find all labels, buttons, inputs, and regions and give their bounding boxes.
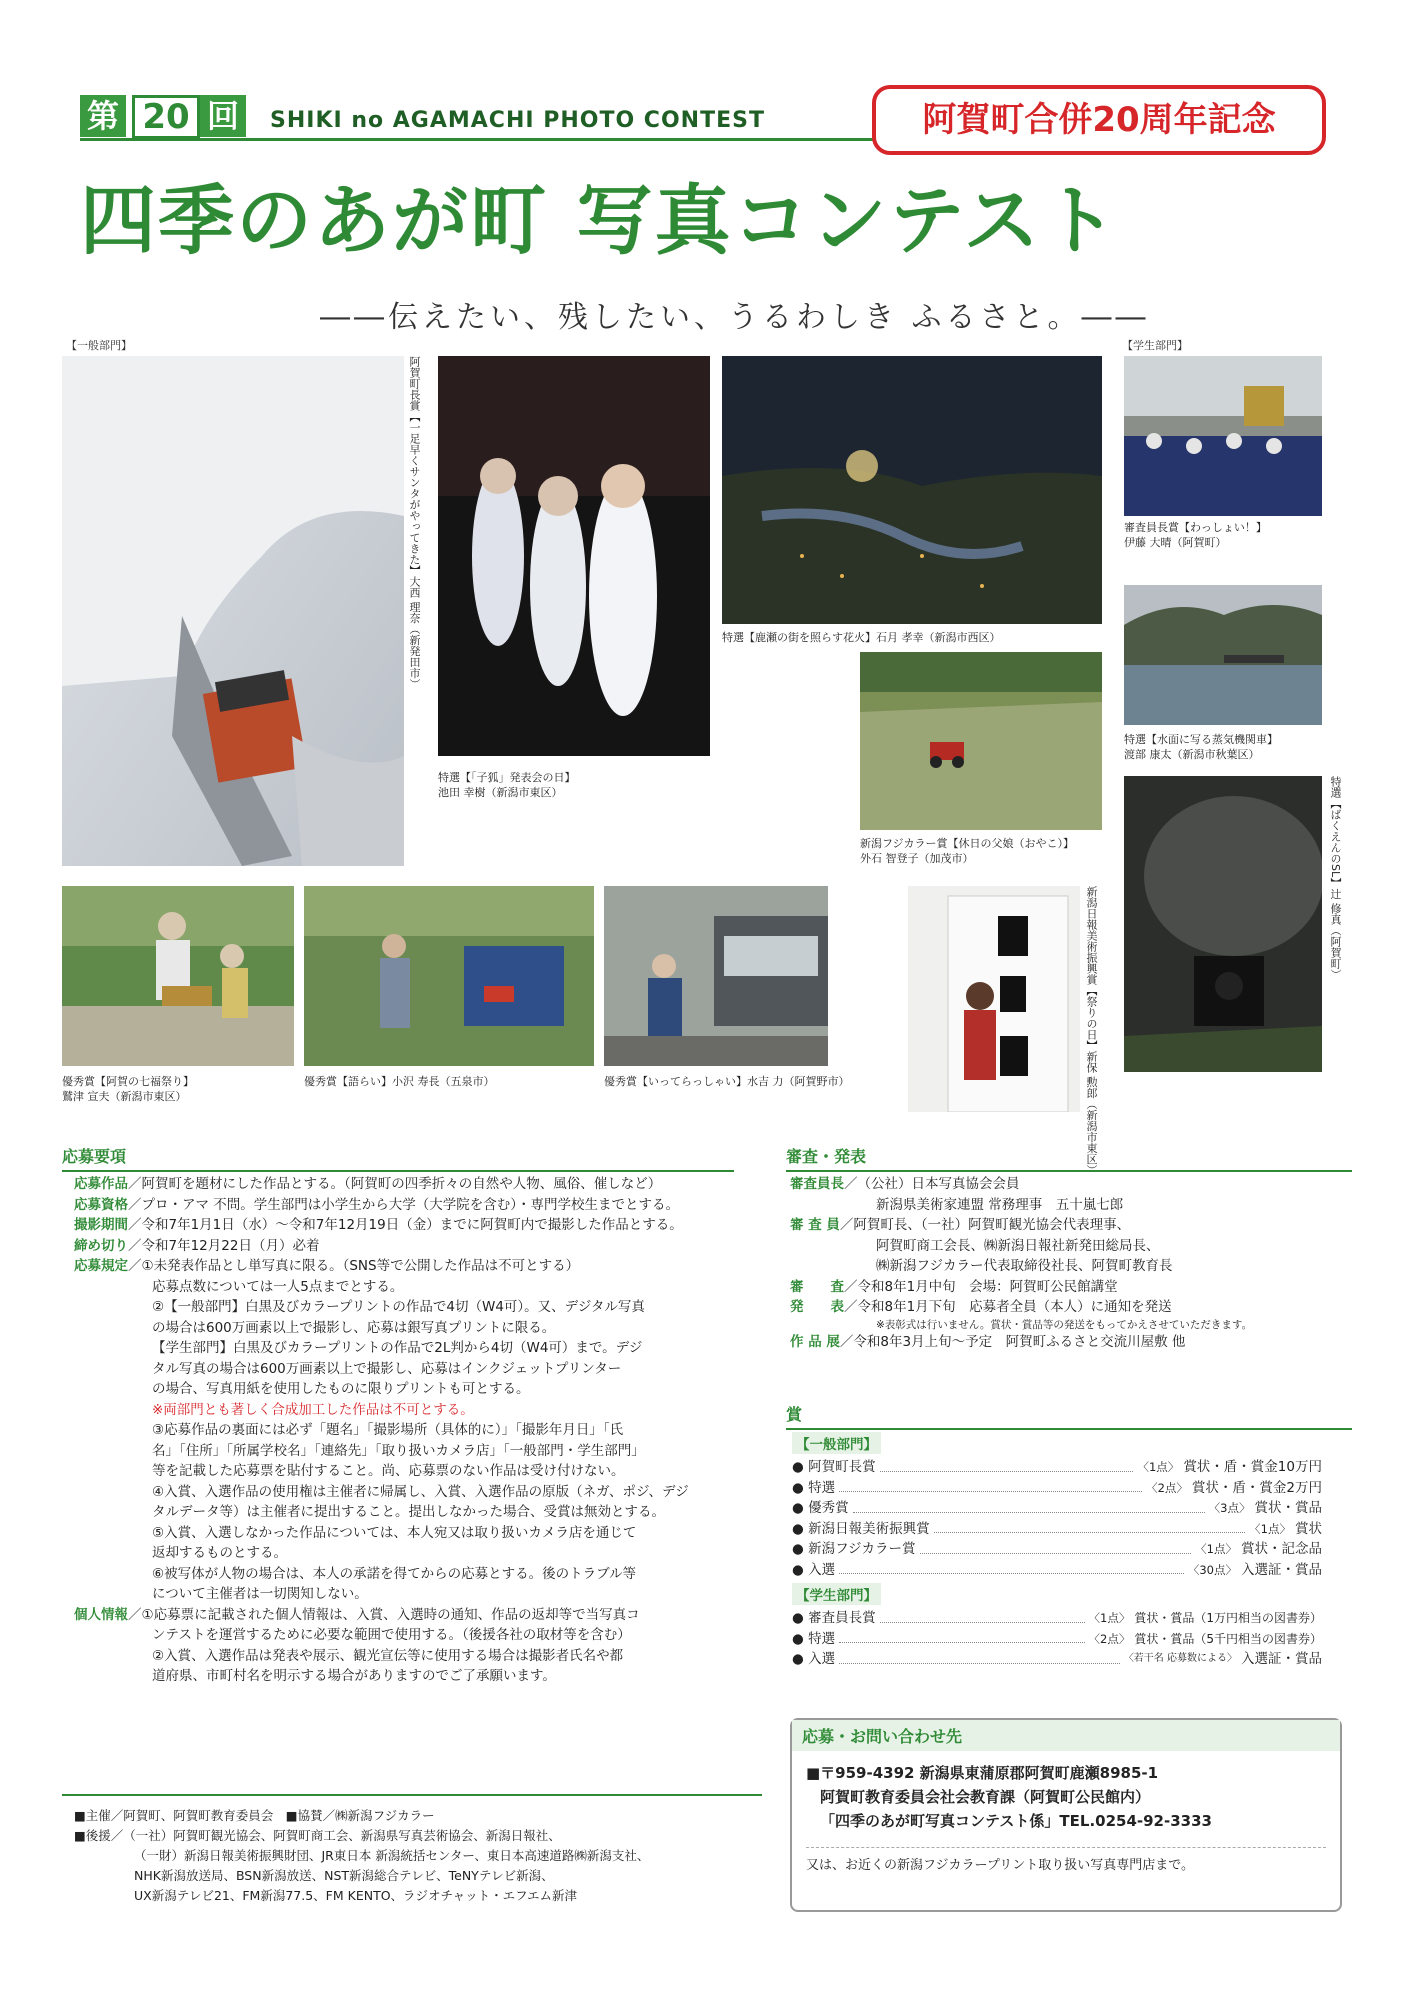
privacy-line: 道府県、市町村名を明示する場合がありますのでご了承願います。 (152, 1668, 556, 1684)
application-row (74, 1215, 774, 1236)
photo-steam-reflection (1124, 585, 1322, 725)
row-key: 審 査 員 (790, 1217, 840, 1233)
rule-line: 等を記載した応募票を貼付すること。尚、応募票のない作品は受け付けない。 (152, 1463, 625, 1479)
row-text: ／令和7年1月1日（水）〜令和7年12月19日（金）までに阿賀町内で撮影した作品とする。 (128, 1217, 683, 1233)
rule-line: タル写真の場合は600万画素以上で撮影し、応募はインクジェットプリンター (152, 1360, 622, 1377)
caption-fox-kids (438, 770, 576, 800)
prize-qty: 〈若干名 応募数による〉 (1123, 1653, 1237, 1664)
row-key: 審 査 (790, 1278, 844, 1295)
privacy-block (74, 1625, 774, 1687)
caption-author: 渡部 康太（新潟市秋葉区） (1124, 748, 1260, 761)
caption-conversation: 優秀賞【語らい】小沢 寿長（五泉市） (304, 1075, 495, 1088)
privacy-line: ンテストを運営するために必要な範囲で使用する。（後援各社の取材等を含む） (152, 1627, 631, 1643)
footer-sponsors (74, 1806, 774, 1906)
edition-badge (80, 95, 256, 137)
row-key: 応募資格 (74, 1196, 128, 1213)
tagline: ――伝えたい、残したい、うるわしき ふるさと。―― (320, 300, 1150, 335)
footer-line: ■後援／（一社）阿賀町観光協会、阿賀町商工会、新潟県写真芸術協会、新潟日報社、 (74, 1828, 561, 1843)
prize-row (792, 1539, 1322, 1560)
prize-value: 賞状・盾・賞金2万円 (1191, 1479, 1322, 1496)
edition-suffix: 回 (200, 95, 246, 137)
row-key: 締め切り (74, 1237, 128, 1254)
footer-line: ■主催／阿賀町、阿賀町教育委員会 ■協賛／㈱新潟フジカラー (74, 1808, 435, 1823)
prize-qty: 〈2点〉 (1146, 1480, 1188, 1495)
prize-qty: 〈30点〉 (1187, 1562, 1237, 1577)
rule-line: タルデータ等）は主催者に提出すること。提出しなかった場合、受賞は無効とする。 (152, 1504, 665, 1520)
row-text: ／令和8年1月下旬 応募者全員（本人）に通知を発送 (844, 1299, 1172, 1315)
row-key: 撮影期間 (74, 1217, 128, 1233)
prize-name: ● 阿賀町長賞 (792, 1459, 876, 1475)
application-row (74, 1256, 774, 1277)
rule-line: ②【一般部門】白黒及びカラープリントの作品で4切（W4可）。又、デジタル写真 (152, 1299, 645, 1315)
row-key: 作 品 展 (790, 1333, 840, 1350)
caption-author: 鷲津 宣夫（新潟市東区） (62, 1090, 187, 1103)
caption-title: 審査員長賞【わっしょい！】 (1124, 521, 1267, 534)
prize-row (792, 1608, 1322, 1629)
judging-row (790, 1297, 1350, 1318)
privacy-row (74, 1605, 774, 1626)
prize-group-general: 【一般部門】 (792, 1432, 881, 1454)
row-text: ※表彰式は行いません。賞状・賞品等の発送をもってかえさせていただきます。 (876, 1318, 1253, 1331)
caption-title: 特選【「子狐」発表会の日】 (438, 771, 576, 784)
rule-line: 応募点数については一人5点までとする。 (152, 1278, 404, 1295)
rule-line: ⑤入賞、入選しなかった作品については、本人宛又は取り扱いカメラ店を通じて (152, 1524, 637, 1541)
photo-dark-sl (1124, 776, 1322, 1072)
row-text: ／阿賀町を題材にした作品とする。（阿賀町の四季折々の自然や人物、風俗、催しなど） (128, 1176, 662, 1192)
privacy-line: ②入賞、入選作品は発表や展示、観光宣伝等に使用する場合は撮影者氏名や都 (152, 1647, 624, 1664)
prize-name: ● 審査員長賞 (792, 1610, 876, 1626)
judging-row (790, 1256, 1350, 1277)
photo-fox-kids (438, 356, 710, 756)
contact-heading: 応募・お問い合わせ先 (792, 1720, 1340, 1751)
judging-row (790, 1236, 1350, 1257)
photo-seven-gods (62, 886, 294, 1066)
caption-title: 新潟フジカラー賞【休日の父娘（おやこ）】 (860, 837, 1075, 850)
rule-line: ③応募作品の裏面には必ず「題名」「撮影場所（具体的に）」「撮影年月日」「氏 (152, 1422, 624, 1438)
row-key: 発 表 (790, 1299, 844, 1315)
row-text: ／令和8年1月中旬 会場：阿賀町公民館講堂 (844, 1278, 1118, 1295)
rule-line: ⑥被写体が人物の場合は、本人の承諾を得てからの応募とする。後のトラブル等 (152, 1565, 637, 1582)
photo-conversation (304, 886, 594, 1066)
caption-title: 特選【水面に写る蒸気機関車】 (1124, 733, 1278, 746)
caption-festival (1124, 520, 1267, 550)
judging-row (790, 1174, 1350, 1195)
contact-box (790, 1718, 1342, 1912)
application-row (74, 1174, 774, 1195)
rule-line: について主催者は一切関知しない。 (152, 1586, 368, 1602)
composite-warning: ※両部門とも著しく合成加工した作品は不可とする。 (152, 1401, 474, 1418)
application-heading: 応募要項 (62, 1144, 734, 1172)
caption-author: 池田 幸樹（新潟市東区） (438, 786, 563, 799)
prize-row (792, 1457, 1322, 1478)
row-text: ／令和8年3月上旬〜予定 阿賀町ふるさと交流川屋敷 他 (839, 1333, 1186, 1350)
row-text: 阿賀町商工会長、㈱新潟日報社新発田総局長、 (876, 1237, 1160, 1254)
caption-shioya-banner: 新潟日報美術振興賞【祭りの日】新保 勲郎（新潟市東区） (1085, 886, 1098, 1176)
english-title: SHIKI no AGAMACHI PHOTO CONTEST (270, 108, 765, 133)
application-row (74, 1195, 774, 1216)
contact-note: 又は、お近くの新潟フジカラープリント取り扱い写真専門店まで。 (806, 1847, 1326, 1873)
caption-steam-reflection (1124, 732, 1278, 762)
row-key: 審査員長 (790, 1176, 844, 1192)
prize-name: ● 特選 (792, 1479, 836, 1496)
prize-qty: 〈2点〉 (1088, 1631, 1131, 1646)
caption-field-tractor (860, 836, 1074, 866)
caption-dark-sl: 特選【ばくえんのSL】辻 修真（阿賀町） (1329, 776, 1342, 980)
prize-value: 賞状・賞品 (1254, 1500, 1322, 1516)
judging-rows (790, 1174, 1350, 1352)
prize-row (792, 1560, 1322, 1581)
contact-address: ■〒959-4392 新潟県東蒲原郡阿賀町鹿瀬8985-1 (806, 1764, 1159, 1782)
prize-qty: 〈1点〉 (1195, 1542, 1237, 1556)
contact-office: 阿賀町教育委員会社会教育課（阿賀町公民館内） (820, 1788, 1151, 1806)
row-text: ／①未発表作品とし単写真に限る。（SNS等で公開した作品は不可とする） (128, 1258, 580, 1274)
caption-snow-train: 阿賀町長賞【一足早くサンタがやってきた】大西 理奈（新発田市） (408, 356, 421, 690)
section-label-student: 【学生部門】 (1122, 339, 1188, 352)
privacy-key: 個人情報 (74, 1606, 128, 1623)
judging-heading: 審査・発表 (786, 1144, 1352, 1172)
prize-row (792, 1519, 1322, 1540)
prize-name: ● 新潟フジカラー賞 (792, 1541, 916, 1557)
row-text: ／令和7年12月22日（月）必着 (128, 1237, 320, 1254)
caption-title: 優秀賞【阿賀の七福祭り】 (62, 1075, 194, 1088)
prize-name: ● 入選 (792, 1561, 836, 1578)
rule-line: の場合、写真用紙を使用したものに限りプリントも可とする。 (152, 1381, 530, 1397)
edition-prefix: 第 (80, 95, 126, 137)
anniversary-badge: 阿賀町合併20周年記念 (872, 85, 1326, 155)
header-rule (80, 138, 880, 141)
photo-shioya-banner (908, 886, 1080, 1112)
main-title: 四季のあが町 写真コンテスト (80, 176, 1120, 265)
rule-line: 【学生部門】白黒及びカラープリントの作品で2L判から4切（W4可）まで。デジ (152, 1340, 643, 1356)
judging-row (790, 1332, 1350, 1353)
edition-number: 20 (132, 95, 200, 139)
row-key: 応募規定 (74, 1258, 128, 1274)
caption-author: 外石 智登子（加茂市） (860, 852, 974, 865)
judging-row (790, 1215, 1350, 1236)
application-row (74, 1236, 774, 1257)
rule-line: 返却するものとする。 (152, 1545, 287, 1561)
caption-seven-gods (62, 1074, 194, 1104)
prize-name: ● 入選 (792, 1651, 836, 1667)
prize-value: 賞状・記念品 (1241, 1541, 1322, 1557)
section-label-general: 【一般部門】 (66, 339, 132, 352)
prize-name: ● 新潟日報美術振興賞 (792, 1520, 930, 1537)
privacy-line: ／①応募票に記載された個人情報は、入賞、入選時の通知、作品の返却等で当写真コ (128, 1606, 640, 1623)
prizes-heading: 賞 (786, 1402, 1352, 1430)
prize-qty: 〈1点〉 (1137, 1460, 1180, 1474)
prize-row (792, 1629, 1322, 1650)
prize-value: 賞状・賞品（5千円相当の図書券） (1134, 1631, 1322, 1646)
prize-value: 賞状・賞品（1万円相当の図書券） (1134, 1611, 1322, 1625)
row-text: ㈱新潟フジカラー代表取締役社長、阿賀町教育長 (876, 1258, 1173, 1274)
prize-value: 賞状 (1295, 1520, 1322, 1537)
prize-qty: 〈1点〉 (1249, 1521, 1291, 1536)
caption-see-off: 優秀賞【いってらっしゃい】水吉 力（阿賀野市） (604, 1075, 850, 1088)
application-rows (74, 1174, 774, 1687)
prize-group-student: 【学生部門】 (792, 1583, 881, 1605)
row-key: 応募作品 (74, 1176, 128, 1192)
prizes-block (792, 1432, 1322, 1670)
footer-line: （一財）新潟日報美術振興財団、JR東日本 新潟統括センター、東日本高速道路㈱新潟支社、 (134, 1848, 650, 1863)
judging-row (790, 1277, 1350, 1298)
prize-qty: 〈3点〉 (1208, 1501, 1251, 1515)
photo-fireworks (722, 356, 1102, 624)
judging-row (790, 1195, 1350, 1216)
contact-tel: 「四季のあが町写真コンテスト係」TEL.0254-92-3333 (820, 1812, 1212, 1830)
footer-rule (62, 1794, 762, 1796)
judging-note (790, 1318, 1350, 1332)
prize-value: 賞状・盾・賞金10万円 (1183, 1459, 1322, 1475)
prize-row (792, 1498, 1322, 1519)
photo-field-tractor (860, 652, 1102, 830)
prize-row (792, 1478, 1322, 1499)
row-text: ／阿賀町長、（一社）阿賀町観光協会代表理事、 (839, 1217, 1131, 1233)
caption-author: 伊藤 大晴（阿賀町） (1124, 536, 1227, 549)
prize-name: ● 特選 (792, 1630, 836, 1647)
row-text: 新潟県美術家連盟 常務理事 五十嵐七郎 (876, 1196, 1124, 1213)
prize-row (792, 1649, 1322, 1670)
prize-value: 入選証・賞品 (1241, 1651, 1322, 1667)
row-text: ／プロ・アマ 不問。学生部門は小学生から大学（大学院を含む）・専門学校生までとする。 (128, 1196, 680, 1213)
row-text: ／（公社）日本写真協会会員 (844, 1176, 1020, 1192)
rule-line: 名」「住所」「所属学校名」「連絡先」「取り扱いカメラ店」「一般部門・学生部門」 (152, 1442, 645, 1459)
photo-snow-train (62, 356, 404, 866)
prize-value: 入選証・賞品 (1241, 1561, 1322, 1578)
rules-block (74, 1277, 774, 1605)
rule-line: ④入賞、入選作品の使用権は主催者に帰属し、入賞、入選作品の原版（ネガ、ポジ、デジ (152, 1483, 689, 1500)
footer-line: NHK新潟放送局、BSN新潟放送、NST新潟総合テレビ、TeNYテレビ新潟、 (134, 1868, 554, 1883)
photo-see-off (604, 886, 828, 1066)
footer-line: UX新潟テレビ21、FM新潟77.5、FM KENTO、ラジオチャット・エフエム新津 (134, 1888, 578, 1903)
prize-qty: 〈1点〉 (1088, 1611, 1131, 1625)
photo-festival (1124, 356, 1322, 516)
rule-line: の場合は600万画素以上で撮影し、応募は銀写真プリントに限る。 (152, 1319, 556, 1336)
prize-name: ● 優秀賞 (792, 1500, 849, 1516)
caption-fireworks: 特選【鹿瀬の街を照らす花火】石月 孝幸（新潟市西区） (722, 631, 1001, 644)
